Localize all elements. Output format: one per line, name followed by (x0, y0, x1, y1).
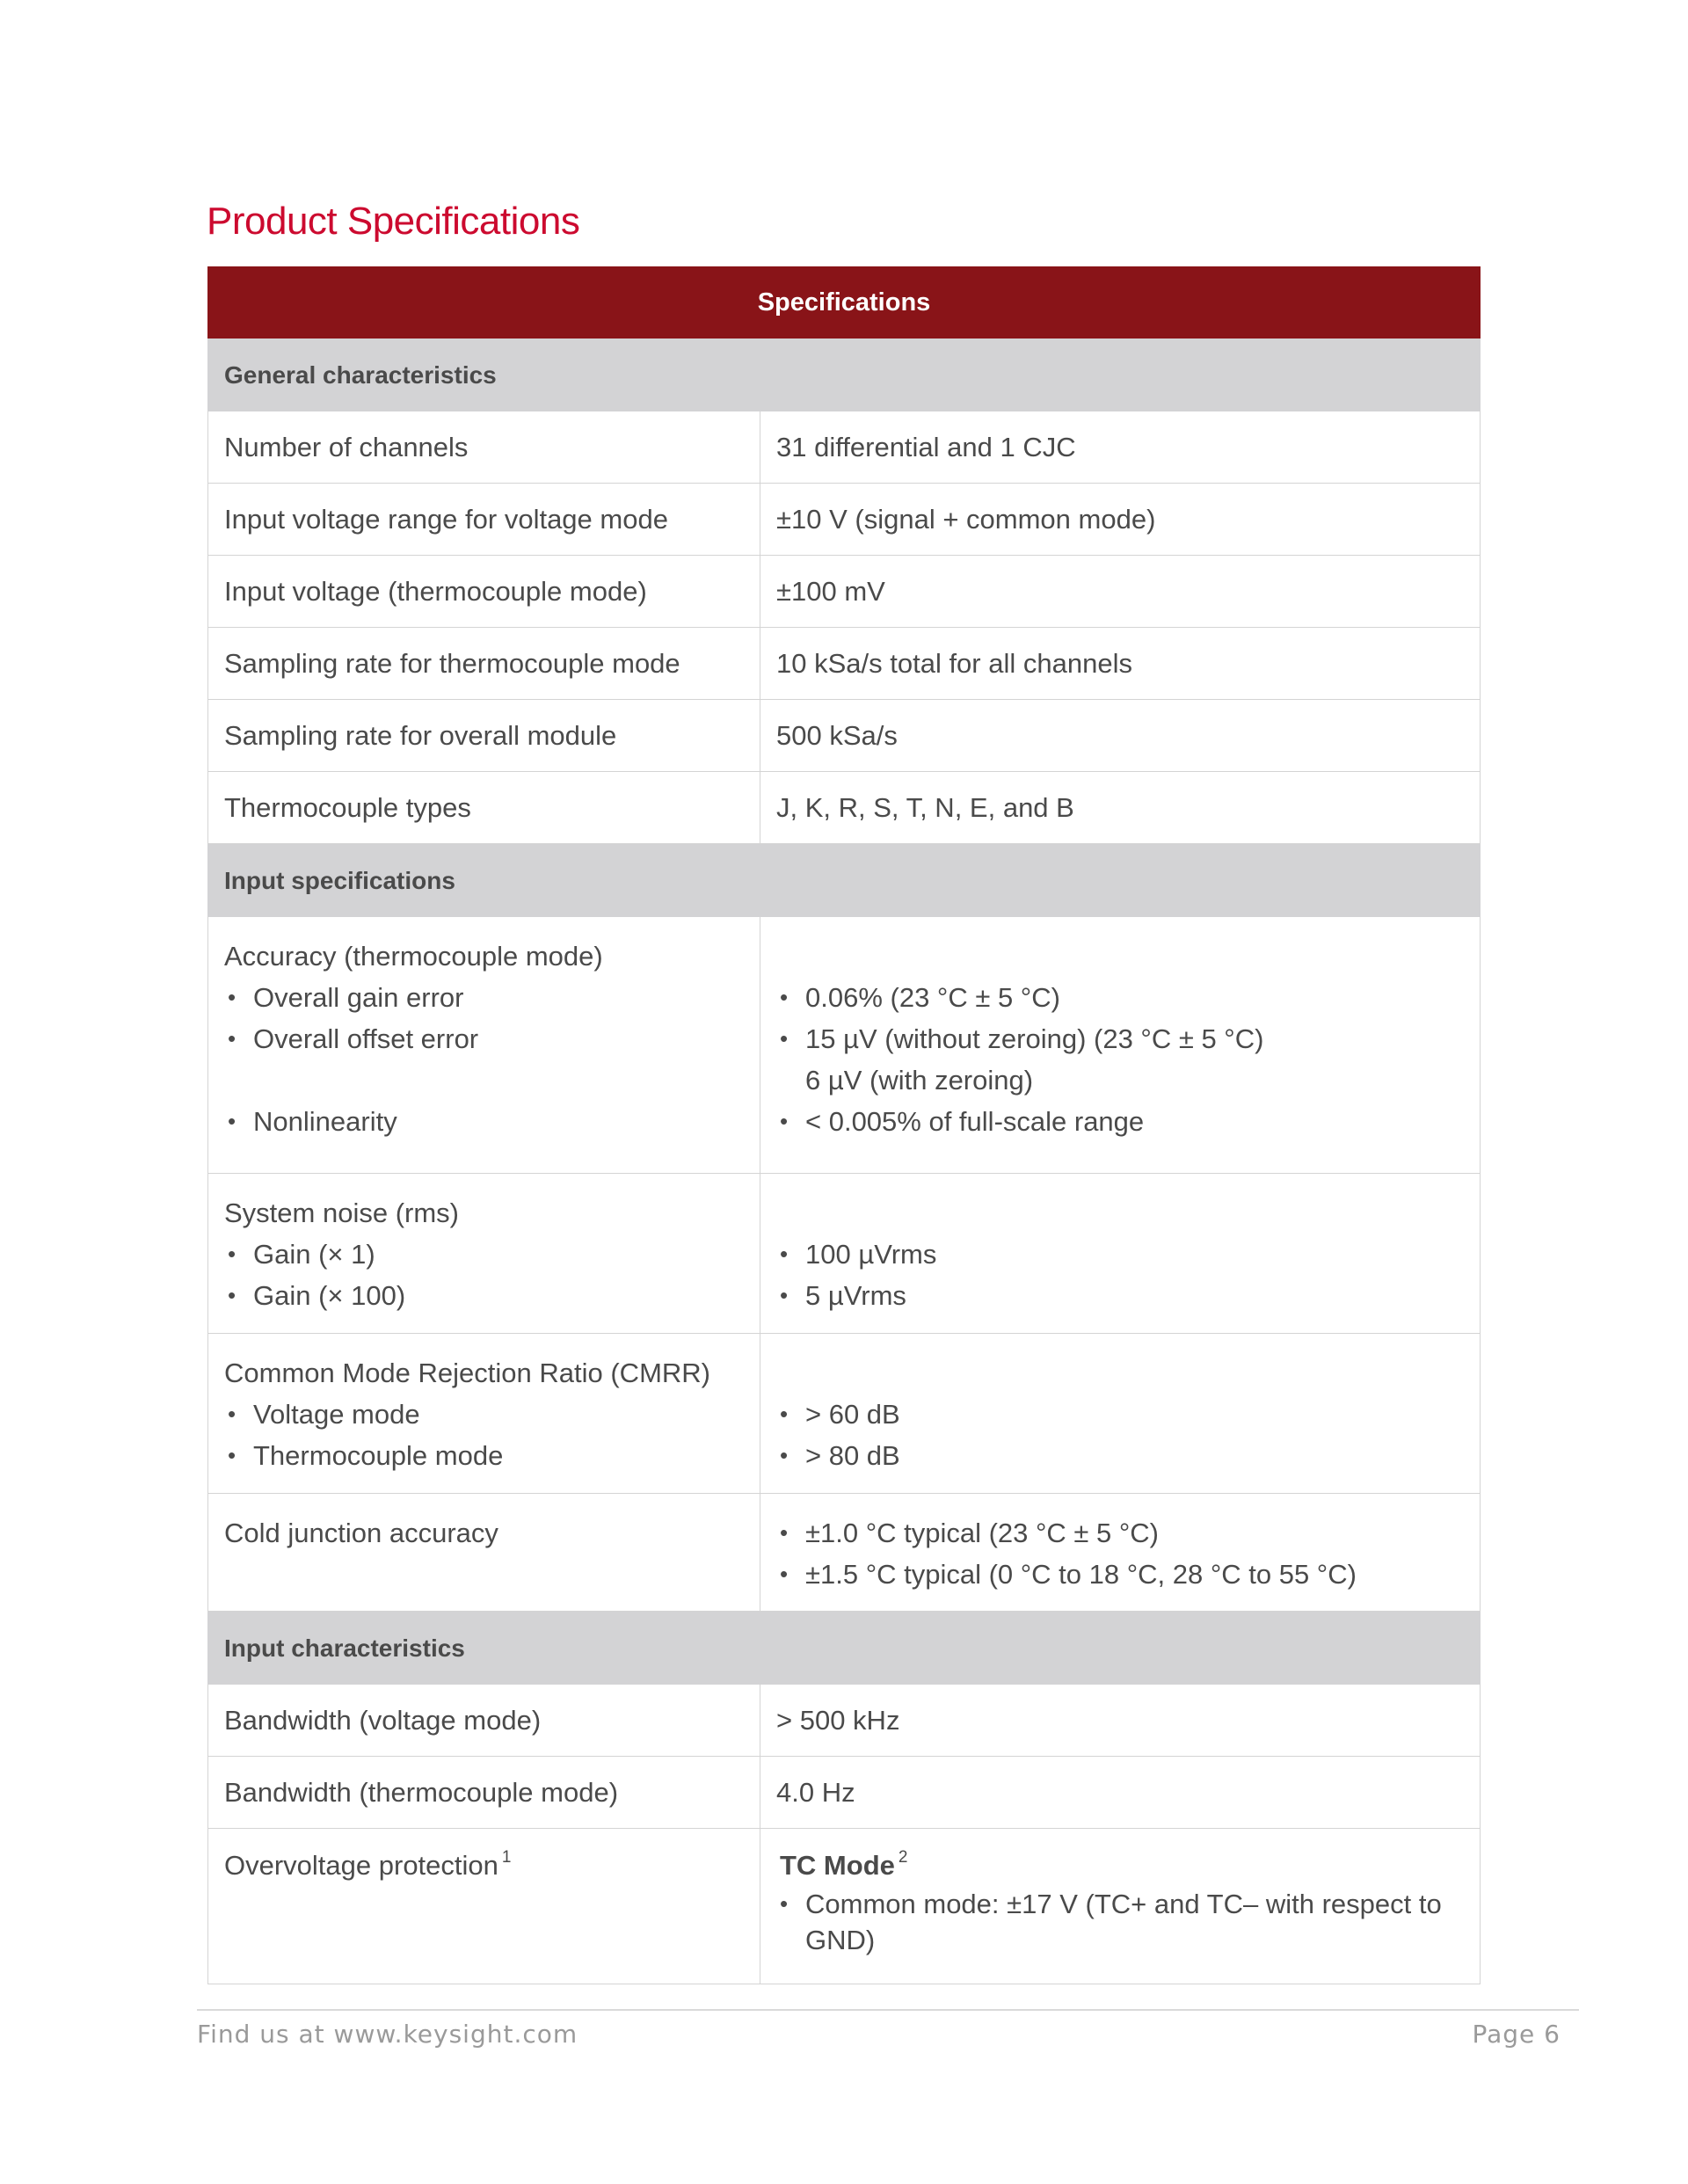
spec-label: Bandwidth (thermocouple mode) (208, 1757, 760, 1829)
table-row (208, 1757, 1481, 1829)
table-row (208, 411, 1481, 484)
tc-mode-title: TC Mode (780, 1850, 895, 1881)
overvoltage-label: Overvoltage protection (224, 1850, 498, 1881)
overvoltage-values (776, 1886, 1464, 1958)
table-row (208, 700, 1481, 772)
spec-value (760, 1829, 1481, 1984)
list-item: • ±1.5 °C typical (0 °C to 18 °C, 28 °C to 55 °C) (776, 1554, 1464, 1595)
list-item: • Gain (× 100) (224, 1275, 744, 1316)
section-title-input-specifications: Input specifications (208, 844, 1481, 917)
spec-value (760, 1174, 1481, 1334)
table-row (208, 1829, 1481, 1984)
section-title-input-characteristics: Input characteristics (208, 1612, 1481, 1685)
table-row (208, 772, 1481, 844)
spec-value: 10 kSa/s total for all channels (760, 628, 1481, 700)
spec-label (208, 1174, 760, 1334)
noise-values (776, 1234, 1464, 1316)
accuracy-sublabels (224, 977, 744, 1142)
table-row (208, 484, 1481, 556)
spec-label (208, 917, 760, 1174)
spec-label: Bandwidth (voltage mode) (208, 1685, 760, 1757)
section-row (208, 339, 1481, 411)
table-row (208, 1334, 1481, 1494)
list-item: • ±1.0 °C typical (23 °C ± 5 °C) (776, 1512, 1464, 1554)
accuracy-label: Accuracy (thermocouple mode) (224, 941, 603, 972)
footer-divider (197, 2009, 1579, 2011)
noise-label: System noise (rms) (224, 1198, 459, 1228)
spec-label: Number of channels (208, 411, 760, 484)
section-row (208, 844, 1481, 917)
footer-website: Find us at www.keysight.com (197, 2020, 578, 2049)
section-title-general: General characteristics (208, 339, 1481, 411)
tc-mode-heading (776, 1845, 1464, 1886)
spec-label: Sampling rate for overall module (208, 700, 760, 772)
list-item: • Thermocouple mode (224, 1435, 744, 1476)
overvoltage-value-line2: GND) (805, 1925, 876, 1955)
spec-value: ±100 mV (760, 556, 1481, 628)
spec-value: 31 differential and 1 CJC (760, 411, 1481, 484)
list-item: • 0.06% (23 °C ± 5 °C) (776, 977, 1464, 1018)
footer-page-number: Page 6 (1472, 2020, 1561, 2049)
list-item: • Overall offset error (224, 1018, 744, 1059)
spec-label: Sampling rate for thermocouple mode (208, 628, 760, 700)
spec-value (760, 917, 1481, 1174)
spec-label (208, 1334, 760, 1494)
spec-value: > 500 kHz (760, 1685, 1481, 1757)
table-row (208, 556, 1481, 628)
spec-value: 4.0 Hz (760, 1757, 1481, 1829)
list-item: • 5 µVrms (776, 1275, 1464, 1316)
list-item: • Nonlinearity (224, 1101, 744, 1142)
footnote-marker: 1 (501, 1848, 512, 1867)
footnote-marker: 2 (898, 1848, 908, 1867)
cmrr-label: Common Mode Rejection Ratio (CMRR) (224, 1358, 710, 1388)
cmrr-sublabels (224, 1394, 744, 1476)
spec-value: ±10 V (signal + common mode) (760, 484, 1481, 556)
accuracy-values (776, 977, 1464, 1142)
noise-sublabels (224, 1234, 744, 1316)
spec-label: Cold junction accuracy (208, 1494, 760, 1612)
table-header-row (208, 267, 1481, 339)
list-item: • > 60 dB (776, 1394, 1464, 1435)
list-item: • < 0.005% of full-scale range (776, 1101, 1464, 1142)
list-item: • Voltage mode (224, 1394, 744, 1435)
table-header: Specifications (208, 267, 1481, 339)
table-row (208, 1494, 1481, 1612)
section-row (208, 1612, 1481, 1685)
spec-value (760, 1494, 1481, 1612)
list-item (776, 1018, 1464, 1101)
offset-value-zeroing: 6 µV (with zeroing) (805, 1065, 1034, 1096)
list-item (776, 1886, 1464, 1958)
list-item: • Gain (× 1) (224, 1234, 744, 1275)
table-row (208, 1174, 1481, 1334)
table-row (208, 1685, 1481, 1757)
cmrr-values (776, 1394, 1464, 1476)
offset-value: 15 µV (without zeroing) (23 °C ± 5 °C) (805, 1023, 1264, 1054)
spec-label: Input voltage (thermocouple mode) (208, 556, 760, 628)
page-title: Product Specifications (207, 200, 580, 243)
table-row (208, 917, 1481, 1174)
table-row (208, 628, 1481, 700)
specifications-table (207, 266, 1481, 1984)
list-item: • > 80 dB (776, 1435, 1464, 1476)
spec-value: 500 kSa/s (760, 700, 1481, 772)
cold-junction-values (776, 1512, 1464, 1595)
spec-value: J, K, R, S, T, N, E, and B (760, 772, 1481, 844)
spec-value (760, 1334, 1481, 1494)
list-item: • Overall gain error (224, 977, 744, 1018)
spec-label: Input voltage range for voltage mode (208, 484, 760, 556)
spec-label: Thermocouple types (208, 772, 760, 844)
overvoltage-value-line1: Common mode: ±17 V (TC+ and TC– with respect to (805, 1889, 1442, 1919)
spec-label (208, 1829, 760, 1984)
list-item: • 100 µVrms (776, 1234, 1464, 1275)
